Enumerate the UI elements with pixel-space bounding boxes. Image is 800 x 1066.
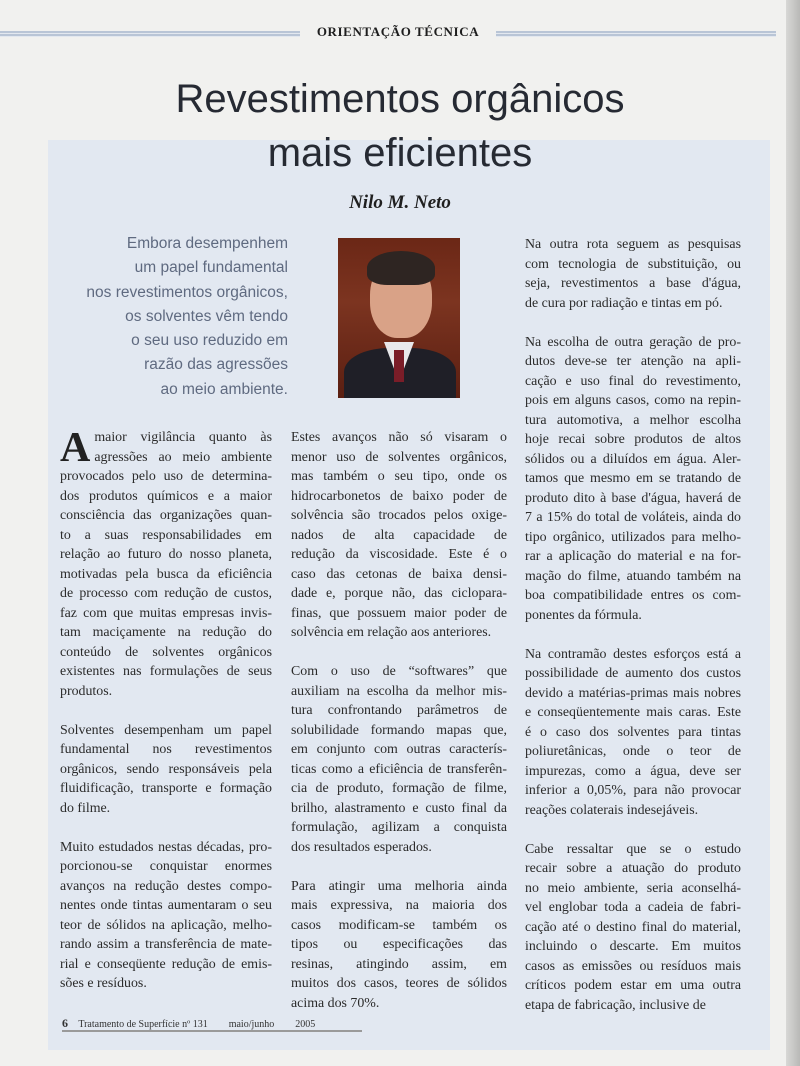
lead-line: ao meio ambiente. xyxy=(160,380,288,398)
text-line: boa compatibilidade entres os com- xyxy=(525,588,741,603)
article-column-1 xyxy=(60,425,272,1013)
text-line: fundamental nos revestimentos xyxy=(60,742,272,757)
title-line: Revestimentos orgânicos xyxy=(175,77,625,121)
text-line: mais expressiva, na maioria dos xyxy=(291,898,507,913)
text-line: Com o uso de “softwares” que xyxy=(291,664,507,679)
text-line: produto dito à base d'água, haverá de xyxy=(525,490,741,506)
text-line: muitos dos casos, teores de sólidos xyxy=(291,976,507,991)
text-line: fluidificação, transporte e formação xyxy=(60,781,272,796)
text-line: maior vigilância quanto às xyxy=(94,430,272,445)
paragraph xyxy=(291,662,507,857)
text-line: Na escolha de outra geração de pro- xyxy=(525,334,741,350)
text-line: sólidos ou a diluídos em água. Aler- xyxy=(525,451,741,467)
text-line: agressões ao meio ambiente xyxy=(94,449,272,465)
text-line: Para atingir uma melhoria ainda xyxy=(291,878,507,894)
lead-line: os solventes vêm tendo xyxy=(125,307,288,325)
text-line: existentes nas formulações de seus xyxy=(60,664,272,679)
issue-months: maio/junho xyxy=(228,1019,275,1030)
text-line: no meio ambiente, seria aconselhá- xyxy=(525,880,741,896)
lead-line: o seu uso reduzido em xyxy=(131,332,288,350)
text-line: nentes onde tintas aumentaram o seu xyxy=(60,898,272,913)
text-line: vel englobar toda a cadeia de fabri- xyxy=(525,900,741,915)
text-line: produtos. xyxy=(60,683,113,699)
article-title xyxy=(60,72,740,180)
text-line: de processo com redução de custos, xyxy=(60,586,272,601)
article-column-3 xyxy=(525,235,741,1035)
text-line: cia de produto, formação de filme, xyxy=(291,781,507,796)
text-line: conteúdo de solventes orgânicos xyxy=(60,644,272,660)
text-line: Na contramão destes esforços está a xyxy=(525,646,741,662)
author-byline: Nilo M. Neto xyxy=(349,192,451,213)
text-line: solvência são trocados pelos oxige- xyxy=(291,508,507,523)
text-line: rar a aplicação do material e na for- xyxy=(525,549,741,564)
text-line: etapa de fabricação, inclusive de xyxy=(525,997,706,1013)
paragraph xyxy=(291,428,507,643)
text-line: faz com que muitas empresas invis- xyxy=(60,605,272,621)
text-line: Cabe ressaltar que se o estudo xyxy=(525,841,741,857)
text-line: impurezas, como a água, deve ser xyxy=(525,763,741,779)
text-line: sões e resíduos. xyxy=(60,976,147,991)
text-line: avanços na redução destes compo- xyxy=(60,878,272,894)
text-line: ponentes da fórmula. xyxy=(525,607,642,623)
title-line: mais eficientes xyxy=(267,131,533,175)
text-line: de cura por radiação e tintas em pó. xyxy=(525,295,723,311)
text-line: tipo orgânico, utilizados para melho- xyxy=(525,529,741,545)
text-line: acima dos 70%. xyxy=(291,995,380,1011)
text-line: tura automotiva, a melhor escolha xyxy=(525,412,741,428)
text-line: seja, revestimentos a base d'água, xyxy=(525,276,741,291)
text-line: tamos que mesmo em se tratando de xyxy=(525,471,741,486)
header-stripe-left xyxy=(0,31,300,37)
text-line: tipos ou especificações das xyxy=(291,937,507,952)
text-line: Estes avanços não só visaram o xyxy=(291,430,507,445)
text-line: reações colaterais indesejáveis. xyxy=(525,802,699,818)
text-line: nados de alta capacidade de xyxy=(291,527,507,543)
text-line: com tecnologia de substituição, ou xyxy=(525,256,741,272)
text-line: brilho, alastramento e custo final da xyxy=(291,800,507,816)
footer-rule xyxy=(62,1030,362,1032)
photo-tie xyxy=(394,350,404,382)
lead-line: razão das agressões xyxy=(144,356,288,374)
text-line: possibilidade de aumento dos custos xyxy=(525,666,741,681)
text-line: dade e, porque não, das cicloparа- xyxy=(291,586,507,601)
text-line: menor uso de solventes orgânicos, xyxy=(291,449,507,465)
paragraph xyxy=(60,425,272,701)
text-line: relação ao futuro do nosso planeta, xyxy=(60,547,272,562)
paragraph xyxy=(525,645,741,821)
text-line: formulação, agilizam a conquista xyxy=(291,820,507,835)
issue-year: 2005 xyxy=(295,1019,316,1030)
text-line: rial e conseqüente redução de emis- xyxy=(60,956,272,972)
text-line: redução da viscosidade. Este é o xyxy=(291,547,507,562)
paragraph xyxy=(60,721,272,819)
text-line: rando assim a transferência de mate- xyxy=(60,937,272,952)
text-line: do filme. xyxy=(60,800,111,816)
text-line: é o caso dos solventes para tintas xyxy=(525,724,741,740)
paragraph xyxy=(525,840,741,1016)
text-line: tam maciçamente na redução do xyxy=(60,625,272,640)
text-line: mas também o seu tipo, onde os xyxy=(291,469,507,484)
paragraph xyxy=(525,333,741,626)
paragraph xyxy=(60,838,272,994)
text-line: tura confrontando parâmetros de xyxy=(291,703,507,718)
text-line: críticos podem estar em uma outra xyxy=(525,978,741,993)
text-line: Solventes desempenham um papel xyxy=(60,722,272,738)
text-line: consciência das organizações quan- xyxy=(60,508,272,523)
page-number: 6 xyxy=(62,1016,68,1030)
paragraph xyxy=(291,877,507,1014)
text-line: to a suas responsabilidades em xyxy=(60,527,272,543)
text-line: ticas como a eficiência de transferên- xyxy=(291,761,507,777)
text-line: dos resultados esperados. xyxy=(291,839,432,855)
text-line: teor de sólidos na aplicação, melho- xyxy=(60,917,272,933)
section-label: ORIENTAÇÃO TÉCNICA xyxy=(316,24,480,39)
text-line: provocados pelo uso de determina- xyxy=(60,469,272,484)
text-line: dos produtos químicos e a maior xyxy=(60,488,272,504)
text-line: solubilidade formando mapas que, xyxy=(291,722,507,738)
text-line: hidrocarbonetos de baixo poder de xyxy=(291,488,507,504)
text-line: cação até o destino final do material, xyxy=(525,919,741,935)
text-line: em conjunto com outras caracterís- xyxy=(291,742,507,757)
text-line: finas, que possuem maior poder de xyxy=(291,605,507,621)
photo-hair xyxy=(367,251,435,285)
text-line: casos as emissões ou resíduos mais xyxy=(525,958,741,974)
text-line: Na outra rota seguem as pesquisas xyxy=(525,237,741,252)
page-footer xyxy=(62,1016,315,1030)
text-line: 7 a 15% do total de voláteis, ainda do xyxy=(525,510,741,525)
text-line: mação do filme, atuando também na xyxy=(525,568,741,584)
page-edge xyxy=(786,0,800,1066)
lead-line: Embora desempenhem xyxy=(126,235,288,252)
text-line: devido a matérias-primas mais nobres xyxy=(525,685,741,701)
text-line: e conseqüentemente mais caras. Este xyxy=(525,705,741,720)
lead-paragraph xyxy=(48,232,288,402)
text-line: Muito estudados nestas décadas, pro- xyxy=(60,839,272,855)
text-line: dutos deve-se ter atenção na apli- xyxy=(525,354,741,369)
magazine-name: Tratamento de Superfície nº 131 xyxy=(78,1019,208,1030)
lead-line: nos revestimentos orgânicos, xyxy=(86,283,288,301)
text-line: caso das cetonas de baixa densi- xyxy=(291,566,507,582)
text-line: inferior a 0,05%, para não provocar xyxy=(525,783,741,798)
text-line: recair sobre a atuação do produto xyxy=(525,861,741,876)
text-line: incluindo o descarte. Em muitos xyxy=(525,939,741,954)
text-line: porcionou-se conquistar enormes xyxy=(60,859,272,874)
text-line: auxiliam na escolha da melhor mis- xyxy=(291,683,507,699)
paragraph xyxy=(525,235,741,313)
text-line: orgânicos, sendo responsáveis pela xyxy=(60,761,272,777)
author-photo xyxy=(338,238,460,398)
text-line: cação e uso final do revestimento, xyxy=(525,373,741,389)
text-line: hoje recai sobre produtos de altos xyxy=(525,432,741,447)
lead-line: um papel fundamental xyxy=(134,259,288,277)
text-line: poliuretânicas, onde o teor de xyxy=(525,744,741,759)
header-stripe-right xyxy=(496,31,776,37)
text-line: solvência em relação aos anteriores. xyxy=(291,625,492,640)
article-column-2 xyxy=(291,428,507,1033)
text-line: motivadas pela busca da eficiência xyxy=(60,566,272,582)
text-line: pois em alguns casos, como na repin- xyxy=(525,393,741,408)
text-line: casos modificam-se também os xyxy=(291,917,507,933)
text-line: resinas, atingindo assim, em xyxy=(291,956,507,972)
drop-cap: A xyxy=(60,425,91,471)
